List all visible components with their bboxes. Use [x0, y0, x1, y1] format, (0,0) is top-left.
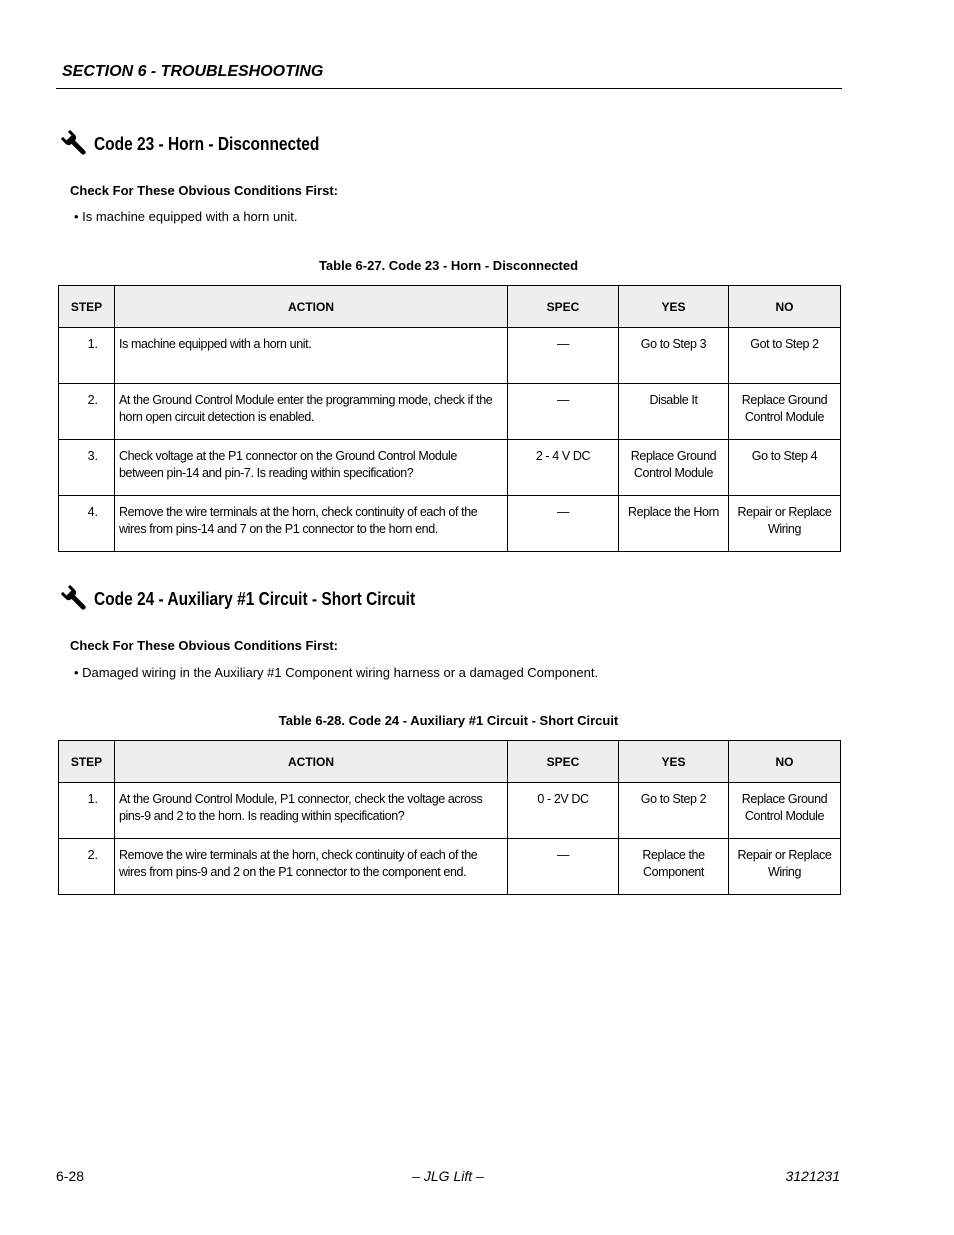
col-header-step: STEP — [59, 741, 115, 783]
col-header-no: NO — [729, 286, 841, 328]
spec-cell: — — [556, 505, 570, 519]
action-cell: Check voltage at the P1 connector on the Ground Control Module between pin-14 and pin-7. Is reading within specification? — [119, 449, 457, 480]
yes-cell: Go to Step 3 — [640, 337, 707, 351]
document-number: 3121231 — [785, 1168, 840, 1184]
table-row — [59, 328, 841, 384]
heading-text: Code 24 - Auxiliary #1 Circuit - Short Circuit — [94, 588, 416, 609]
table-row — [59, 839, 841, 895]
footer-brand: – JLG Lift – — [412, 1168, 484, 1184]
no-cell: Replace Ground Control Module — [741, 792, 828, 823]
table-row — [59, 384, 841, 440]
col-header-spec: SPEC — [508, 286, 619, 328]
spec-cell: — — [556, 393, 570, 407]
table-header-row — [59, 286, 841, 328]
no-cell: Repair or Replace Wiring — [737, 848, 832, 879]
col-header-yes: YES — [619, 741, 729, 783]
action-cell: Remove the wire terminals at the horn, check continuity of each of the wires from pins-14 and 7 on the P1 connector to the horn end. — [119, 505, 478, 536]
troubleshooting-table-code-24 — [58, 740, 841, 895]
spec-cell: — — [556, 848, 570, 862]
check-conditions-title: Check For These Obvious Conditions First: — [70, 638, 338, 653]
spec-cell: 0 - 2V DC — [537, 792, 589, 806]
step-cell: 4. — [87, 505, 98, 519]
table-row — [59, 783, 841, 839]
yes-cell: Replace Ground Control Module — [630, 449, 717, 480]
action-cell: Remove the wire terminals at the horn, check continuity of each of the wires from pins-9 and 2 on the P1 connector to the component end. — [119, 848, 478, 879]
col-header-no: NO — [729, 741, 841, 783]
no-cell: Go to Step 4 — [751, 449, 818, 463]
table-row — [59, 440, 841, 496]
section-heading-code-24 — [60, 584, 467, 614]
condition-bullet: • Is machine equipped with a horn unit. — [74, 209, 298, 224]
action-cell: At the Ground Control Module enter the programming mode, check if the horn open circuit detection is enabled. — [119, 393, 493, 424]
troubleshooting-table-code-23 — [58, 285, 841, 552]
section-title: SECTION 6 - TROUBLESHOOTING — [62, 63, 324, 80]
step-cell: 1. — [87, 792, 98, 806]
yes-cell: Replace the Horn — [628, 505, 719, 519]
step-cell: 1. — [87, 337, 98, 351]
col-header-action: ACTION — [115, 741, 508, 783]
header-divider — [56, 88, 842, 89]
table-row — [59, 496, 841, 552]
table-caption: Table 6-28. Code 24 - Auxiliary #1 Circuit - Short Circuit — [278, 713, 619, 728]
col-header-yes: YES — [619, 286, 729, 328]
section-heading-code-23 — [60, 129, 356, 159]
action-cell: Is machine equipped with a horn unit. — [119, 337, 312, 351]
step-cell: 3. — [87, 449, 98, 463]
yes-cell: Disable It — [649, 393, 698, 407]
step-cell: 2. — [87, 848, 98, 862]
no-cell: Repair or Replace Wiring — [737, 505, 832, 536]
spec-cell: — — [556, 337, 570, 351]
yes-cell: Go to Step 2 — [640, 792, 707, 806]
table-header-row — [59, 741, 841, 783]
spec-cell: 2 - 4 V DC — [535, 449, 591, 463]
col-header-spec: SPEC — [508, 741, 619, 783]
no-cell: Replace Ground Control Module — [741, 393, 828, 424]
yes-cell: Replace the Component — [642, 848, 705, 879]
no-cell: Got to Step 2 — [750, 337, 819, 351]
col-header-step: STEP — [59, 286, 115, 328]
step-cell: 2. — [87, 393, 98, 407]
col-header-action: ACTION — [115, 286, 508, 328]
wrench-icon — [60, 129, 90, 159]
check-conditions-title: Check For These Obvious Conditions First: — [70, 183, 338, 198]
wrench-icon — [60, 584, 90, 614]
action-cell: At the Ground Control Module, P1 connector, check the voltage across pins-9 and 2 to the horn. Is reading within specification? — [119, 792, 483, 823]
page-number: 6-28 — [56, 1168, 85, 1184]
table-caption: Table 6-27. Code 23 - Horn - Disconnected — [318, 258, 579, 273]
heading-text: Code 23 - Horn - Disconnected — [94, 133, 320, 154]
condition-bullet: • Damaged wiring in the Auxiliary #1 Component wiring harness or a damaged Component. — [74, 665, 599, 680]
